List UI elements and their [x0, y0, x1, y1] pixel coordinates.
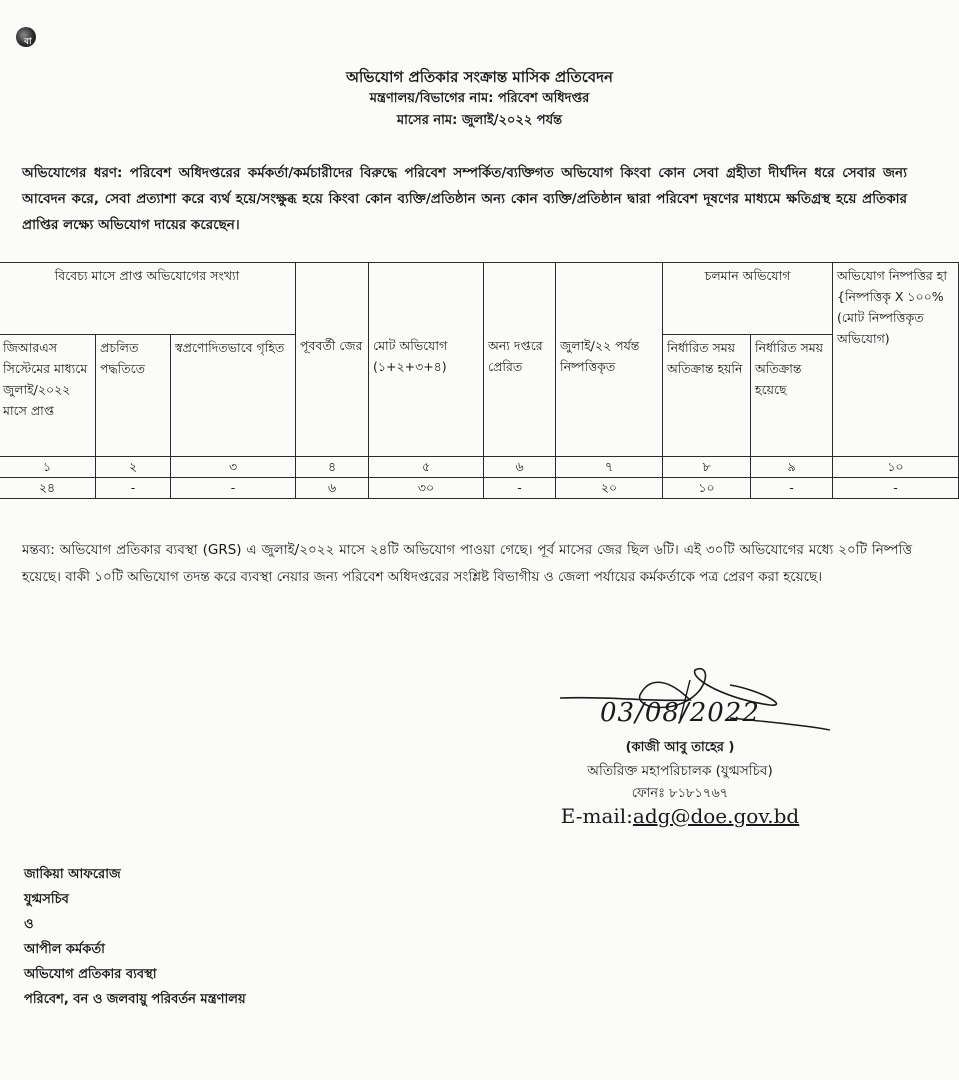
cell-grs-received: ২৪ [0, 478, 96, 499]
header-conventional: প্রচলিত পদ্ধতিতে [96, 335, 171, 457]
cc-name: জাকিয়া আফরোজ [24, 867, 121, 882]
column-number: ২ [96, 457, 171, 478]
signatory-name: (কাজী আবু তাহের ) [625, 740, 735, 755]
group-header-ongoing: চলমান অভিযোগ [663, 263, 833, 335]
group-header-received: বিবেচ্য মাসে প্রাপ্ত অভিযোগের সংখ্যা [0, 263, 296, 335]
header-not-overdue: নির্ধারিত সময় অতিক্রান্ত হয়নি [663, 335, 751, 457]
header-overdue: নির্ধারিত সময় অতিক্রান্ত হয়েছে [751, 335, 833, 457]
complaint-type-paragraph: অভিযোগের ধরণ: পরিবেশ অধিদপ্তরের কর্মকর্তা/কর্মচারীদের বিরুদ্ধে পরিবেশ সম্পর্কিত/ব্যক্তিগত অভিযোগ কিংবা কোন সেবা গ্রহীতা দীর্ঘদিন ধরে সেবার জন্য আবেদন করে, সেবা প্রত্যাশা করে ব্যর্থ হয়ে/সংক্ষুব্ধ হয়ে কিংবা কোন ব্যক্তি/প্রতিষ্ঠান অন্য কোন ব্যক্তি/প্রতিষ্ঠান দ্বারা পরিবেশ দূষণের মাধ্যমে ক্ষতিগ্রস্থ হয়ে প্রতিকার প্রাপ্তির লক্ষ্যে অভিযোগ দায়ের করেছেন। [22, 165, 907, 233]
signatory-designation: অতিরিক্ত মহাপরিচালক (যুগ্মসচিব) [587, 763, 773, 779]
ministry-line: মন্ত্রণালয়/বিভাগের নাম: পরিবেশ অধিদপ্তর [369, 91, 590, 106]
header-resolution-rate: অভিযোগ নিষ্পত্তির হা {নিষ্পত্তিকৃ X ১০০% (মোট নিষ্পত্তিকৃত অভিযোগ) [833, 263, 959, 457]
cc-line: আপীল কর্মকর্তা [24, 942, 105, 957]
cell-previous-balance: ৬ [296, 478, 369, 499]
table-row [0, 478, 959, 499]
header-suo-moto: স্বপ্রণোদিতভাবে গৃহিত [171, 335, 296, 457]
column-number: ১০ [833, 457, 959, 478]
complaint-report-table [0, 262, 959, 499]
column-number: ১ [0, 457, 96, 478]
column-number: ৭ [556, 457, 663, 478]
column-number: ৩ [171, 457, 296, 478]
cell-conventional: - [96, 478, 171, 499]
header-total-complaints: মোট অভিযোগ (১+২+৩+৪) [369, 263, 484, 457]
government-seal-icon: বা [16, 27, 36, 47]
header-previous-balance: পূববর্তী জের [296, 263, 369, 457]
column-number: ৫ [369, 457, 484, 478]
cell-resolved: ২০ [556, 478, 663, 499]
column-number: ৬ [484, 457, 556, 478]
column-number: ৯ [751, 457, 833, 478]
cc-recipient-block [24, 862, 246, 1012]
header-grs-received: জিআরএস সিস্টেমের মাধ্যমে জুলাই/২০২২ মাসে প্রাপ্ত [0, 335, 96, 457]
report-header [0, 66, 919, 132]
email-label: E-mail: [560, 804, 633, 828]
cell-suo-moto: - [171, 478, 296, 499]
email-link[interactable]: adg@doe.gov.bd [632, 804, 800, 828]
cell-resolution-rate: - [833, 478, 959, 499]
handwritten-date: 03/08/2022 [600, 698, 760, 728]
cc-line: যুগ্মসচিব [24, 892, 69, 907]
cc-line: অভিযোগ প্রতিকার ব্যবস্থা [24, 967, 157, 982]
table-column-number-row [0, 457, 959, 478]
cell-total: ৩০ [369, 478, 484, 499]
column-number: ৮ [663, 457, 751, 478]
cell-forwarded: - [484, 478, 556, 499]
table-header-row-1 [0, 263, 959, 335]
remark-paragraph: মন্তব্য: অভিযোগ প্রতিকার ব্যবস্থা (GRS) এ জুলাই/২০২২ মাসে ২৪টি অভিযোগ পাওয়া গেছে। পূর্ব মাসের জের ছিল ৬টি। এই ৩০টি অভিযোগের মধ্যে ২০টি নিষ্পত্তি হয়েছে। বাকী ১০টি অভিযোগ তদন্ত করে ব্যবস্থা নেয়ার জন্য পরিবেশ অধিদপ্তরের সংশ্লিষ্ট বিভাগীয় ও জেলা পর্যায়ের কর্মকর্তাকে পত্র প্রেরণ করা হয়েছে। [22, 542, 912, 585]
cell-overdue: - [751, 478, 833, 499]
signatory-email-line [530, 804, 830, 828]
report-title: অভিযোগ প্রতিকার সংক্রান্ত মাসিক প্রতিবেদন [346, 68, 613, 86]
cc-line: ও [24, 917, 34, 932]
header-resolved: জুলাই/২২ পর্যন্ত নিষ্পত্তিকৃত [556, 263, 663, 457]
month-line: মাসের নাম: জুলাই/২০২২ পর্যন্ত [396, 113, 563, 128]
cc-line: পরিবেশ, বন ও জলবায়ু পরিবর্তন মন্ত্রণালয় [24, 992, 246, 1007]
signatory-phone: ফোনঃ ৮১৮১৭৬৭ [631, 786, 729, 801]
cell-not-overdue: ১০ [663, 478, 751, 499]
column-number: ৪ [296, 457, 369, 478]
header-forwarded: অন্য দপ্তরে প্রেরিত [484, 263, 556, 457]
